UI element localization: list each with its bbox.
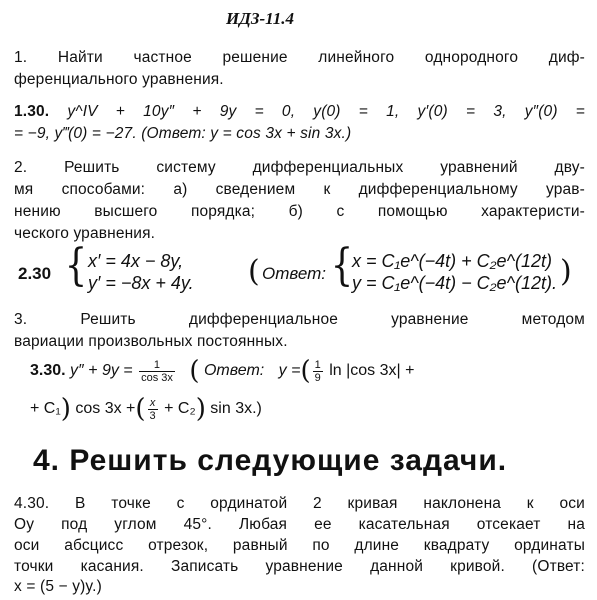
task3-answer-fraction-2 (148, 397, 158, 422)
system-equation-2: y′ = −8x + 4y. (88, 273, 194, 293)
page-header: ИДЗ-11.4 (226, 9, 294, 28)
task1-problem-equation: y^IV + 10y″ + 9y = 0, y(0) = 1, y′(0) = 3, y″(0) = (67, 103, 585, 120)
task2-line-4: ческого уравнения. (14, 225, 156, 242)
task1-problem-number: 1.30. (14, 103, 50, 120)
answer-open-paren: ( (248, 254, 260, 289)
paren-open-2: ( (135, 394, 146, 424)
task2-line-1: 2. Решить систему дифференциальных уравнений дву- (14, 159, 585, 176)
paren-close: ) (60, 394, 71, 424)
task2-answer-system (352, 250, 557, 294)
answer-brace: { (330, 240, 354, 291)
paren-open: ( (300, 356, 311, 386)
task2-line-3: нению высшего порядка; б) с помощью характеристи- (14, 203, 585, 220)
system-brace: { (64, 240, 88, 291)
task3-fraction-numerator: 1 (153, 358, 161, 371)
task3-answer-fraction-denominator: 9 (314, 371, 321, 384)
task3-answer-fraction-2-denominator: 3 (149, 409, 156, 422)
answer-equation-2: y = C₁e^(−4t) − C₂e^(12t). (352, 273, 558, 293)
system-equation-1: x′ = 4x − 8y, (88, 251, 184, 271)
task1-problem-line-2: = −9, y‴(0) = −27. (Ответ: y = cos 3x + sin 3x.) (14, 125, 352, 142)
task3-answer-line-2 (30, 394, 262, 424)
task1-line-1: 1. Найти частное решение линейного однородного диф- (14, 49, 585, 66)
task1-problem-line-1 (14, 102, 585, 122)
task3-answer-c1: + C₁ (30, 400, 61, 418)
task2-answer-label: Ответ: (262, 264, 327, 283)
task4-heading: 4. Решить следующие задачи. (33, 444, 508, 477)
task3-answer-sin: sin 3x.) (210, 400, 262, 418)
task3-answer-label: Ответ: (203, 362, 265, 380)
task3-answer-open-paren: ( (189, 356, 200, 386)
task3-problem-number: 3.30. (30, 362, 66, 380)
answer-close-paren: ) (560, 254, 572, 289)
task3-equation: y″ + 9y = (70, 362, 133, 380)
task4-line-1: 4.30. В точке с ординатой 2 кривая наклонена к оси (14, 495, 585, 512)
task3-answer-rest: ln |cos 3x| + (329, 362, 415, 380)
task2-problem-number: 2.30 (18, 264, 52, 283)
task3-answer-fraction-2-numerator: x (149, 396, 156, 409)
task3-answer-fraction (313, 359, 323, 384)
task3-answer-start: y = (278, 362, 301, 380)
task3-fraction-denominator: cos 3x (141, 371, 173, 384)
task3-line-1: 3. Решить дифференциальное уравнение методом (14, 311, 585, 328)
task4-line-2: Oy под углом 45°. Любая ее касательная отсекает на (14, 516, 585, 533)
task2-line-2: мя способами: а) сведением к дифференциальному урав- (14, 181, 585, 198)
task3-fraction (139, 359, 175, 384)
task4-line-3: оси абсцисс отрезок, равный по длине квадрату ординаты (14, 537, 585, 554)
task2-system (88, 250, 194, 294)
task3-problem (30, 356, 414, 386)
task3-line-2: вариации произвольных постоянных. (14, 333, 288, 350)
answer-equation-1: x = C₁e^(−4t) + C₂e^(12t) (352, 251, 553, 271)
paren-close-2: ) (195, 394, 206, 424)
task4-line-4: точки касания. Записать уравнение данной кривой. (Ответ: (14, 558, 585, 575)
task3-answer-c2: + C₂ (164, 400, 196, 418)
task3-answer-cos: cos 3x + (75, 400, 136, 418)
task4-line-5: x = (5 − y)y.) (14, 578, 102, 595)
task3-answer-fraction-numerator: 1 (314, 358, 321, 371)
task1-line-2: ференциального уравнения. (14, 71, 224, 88)
